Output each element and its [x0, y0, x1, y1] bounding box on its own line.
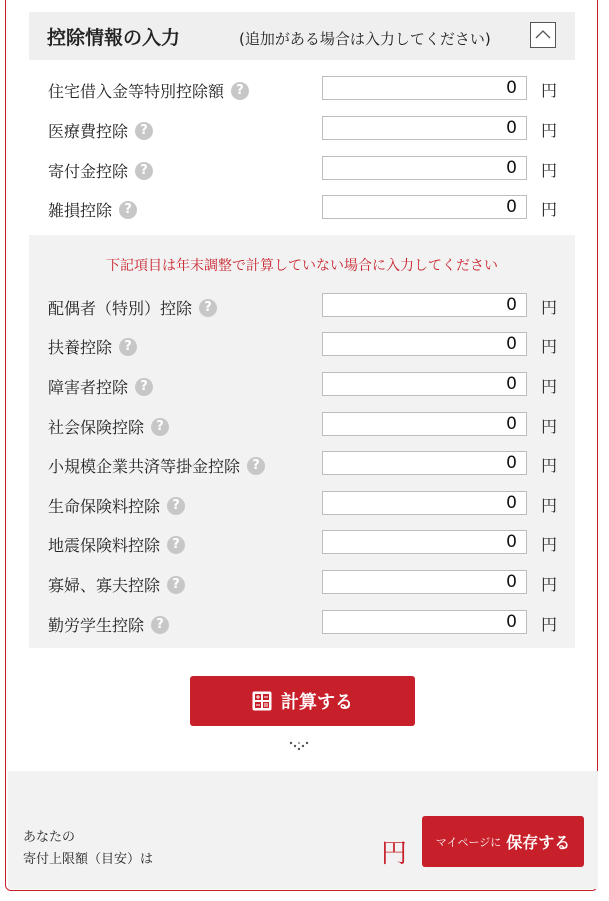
deduction-row	[29, 76, 575, 102]
amount-input[interactable]: 0	[322, 570, 527, 594]
deduction-label: 雑損控除	[48, 201, 113, 220]
deduction-label: 生命保険料控除	[48, 497, 161, 516]
deduction-label: 社会保険控除	[48, 418, 145, 437]
deduction-label: 寄付金控除	[48, 162, 129, 181]
yen-unit: 円	[541, 377, 558, 396]
amount-input[interactable]: 0	[322, 156, 527, 180]
yen-unit: 円	[541, 615, 558, 634]
deduction-row	[29, 610, 575, 636]
help-icon[interactable]: ?	[231, 82, 249, 100]
deduction-label: 障害者控除	[48, 378, 129, 397]
scroll-hint-icon	[288, 740, 310, 752]
calculator-icon	[252, 691, 272, 711]
yen-unit: 円	[541, 298, 558, 317]
amount-input[interactable]: 0	[322, 76, 527, 100]
deduction-row	[29, 156, 575, 182]
deduction-label: 住宅借入金等特別控除額	[48, 82, 225, 101]
deduction-row	[29, 195, 575, 221]
amount-input[interactable]: 0	[322, 610, 527, 634]
deduction-row	[29, 372, 575, 398]
yen-unit: 円	[541, 417, 558, 436]
yen-unit: 円	[541, 456, 558, 475]
yen-unit: 円	[541, 496, 558, 515]
calculate-button[interactable]	[190, 676, 415, 726]
amount-input[interactable]: 0	[322, 491, 527, 515]
result-label-line1: あなたの	[23, 830, 76, 845]
section-header	[29, 12, 575, 60]
deduction-row	[29, 570, 575, 596]
help-icon[interactable]: ?	[247, 457, 265, 475]
amount-input[interactable]: 0	[322, 451, 527, 475]
deduction-label: 医療費控除	[48, 122, 129, 141]
deduction-label: 配偶者（特別）控除	[48, 299, 193, 318]
help-icon[interactable]: ?	[151, 418, 169, 436]
chevron-up-icon	[535, 29, 551, 39]
yen-unit: 円	[541, 161, 558, 180]
yen-unit: 円	[541, 200, 558, 219]
amount-input[interactable]: 0	[322, 372, 527, 396]
help-icon[interactable]: ?	[119, 201, 137, 219]
save-to-mypage-button[interactable]	[422, 816, 584, 867]
deduction-label: 扶養控除	[48, 338, 113, 357]
section-title: 控除情報の入力	[47, 27, 181, 49]
deduction-row	[29, 451, 575, 477]
save-button-label: 保存する	[506, 833, 571, 852]
deduction-label: 勤労学生控除	[48, 616, 145, 635]
yen-unit: 円	[541, 337, 558, 356]
help-icon[interactable]: ?	[151, 616, 169, 634]
amount-input[interactable]: 0	[322, 293, 527, 317]
result-panel	[8, 771, 598, 889]
result-label-line2: 寄付上限額（目安）は	[23, 852, 154, 867]
yen-unit: 円	[541, 81, 558, 100]
help-icon[interactable]: ?	[135, 122, 153, 140]
deduction-label: 寡婦、寡夫控除	[48, 576, 161, 595]
collapse-button[interactable]	[530, 22, 556, 48]
amount-input[interactable]: 0	[322, 116, 527, 140]
help-icon[interactable]: ?	[119, 338, 137, 356]
deduction-row	[29, 530, 575, 556]
help-icon[interactable]: ?	[199, 299, 217, 317]
additional-notice: 下記項目は年末調整で計算していない場合に入力してください	[106, 258, 498, 274]
deduction-label: 地震保険料控除	[48, 536, 161, 555]
help-icon[interactable]: ?	[135, 162, 153, 180]
save-button-prefix: マイページに	[435, 835, 502, 849]
deduction-row	[29, 293, 575, 319]
calculate-button-label: 計算する	[281, 692, 353, 713]
yen-unit: 円	[541, 535, 558, 554]
help-icon[interactable]: ?	[167, 576, 185, 594]
help-icon[interactable]: ?	[167, 497, 185, 515]
yen-unit: 円	[541, 575, 558, 594]
amount-input[interactable]: 0	[322, 332, 527, 356]
amount-input[interactable]: 0	[322, 530, 527, 554]
result-unit: 円	[381, 839, 408, 869]
deduction-row	[29, 116, 575, 142]
deduction-row	[29, 332, 575, 358]
deduction-row	[29, 412, 575, 438]
amount-input[interactable]: 0	[322, 412, 527, 436]
deduction-row	[29, 491, 575, 517]
help-icon[interactable]: ?	[167, 536, 185, 554]
help-icon[interactable]: ?	[135, 378, 153, 396]
yen-unit: 円	[541, 121, 558, 140]
deduction-label: 小規模企業共済等掛金控除	[48, 457, 241, 476]
section-note: (追加がある場合は入力してください)	[239, 30, 491, 48]
amount-input[interactable]: 0	[322, 195, 527, 219]
